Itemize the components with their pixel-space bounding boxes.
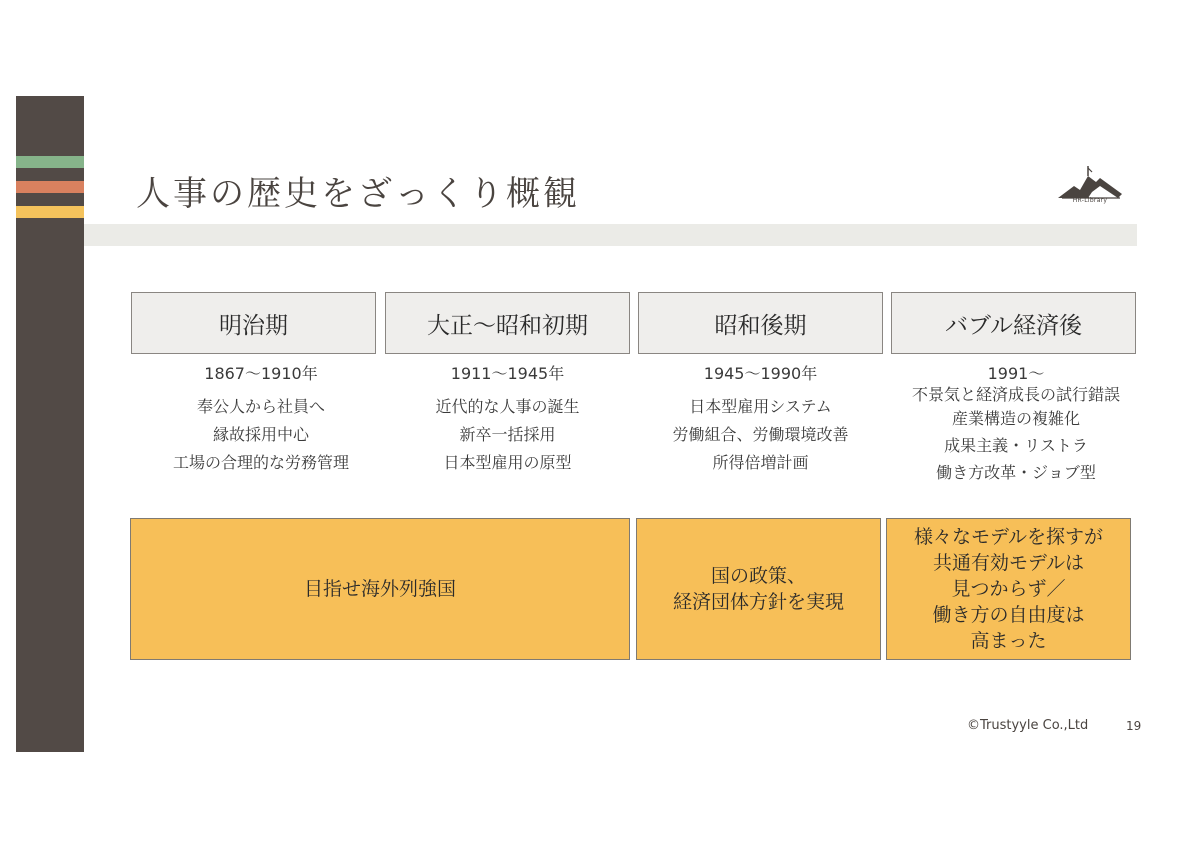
yellow-stripe (16, 206, 84, 218)
summary-box-late-showa (636, 518, 881, 660)
summary-box-meiji-to-early-showa (130, 518, 630, 660)
era-point: 奉公人から社員へ (196, 397, 325, 416)
era-point: 不景気と経済成長の試行錯誤 (911, 385, 1120, 404)
era-point: 所得倍増計画 (712, 453, 809, 472)
title-underline-band (84, 224, 1137, 246)
era-details-taisho-showa-early (385, 363, 630, 477)
era-header-taisho-showa-early: 大正〜昭和初期 (385, 292, 630, 354)
era-details-showa-late (638, 363, 883, 477)
page-number: 19 (1126, 719, 1142, 733)
era-header-post-bubble: バブル経済後 (891, 292, 1136, 354)
summary-line: 共通有効モデルは (932, 552, 1085, 574)
summary-line: 目指せ海外列強国 (303, 578, 456, 600)
era-point: 工場の合理的な労務管理 (172, 453, 349, 472)
era-years: 1867〜1910年 (204, 364, 318, 383)
orange-stripe (16, 181, 84, 193)
era-details-post-bubble (891, 363, 1141, 486)
era-point: 縁故採用中心 (212, 425, 309, 444)
slide-title: 人事の歴史をざっくり概観 (136, 174, 580, 214)
copyright-text: ©Trustyyle Co.,Ltd (967, 718, 1089, 733)
era-details-meiji (131, 363, 391, 477)
side-bar (16, 96, 84, 752)
era-header-meiji: 明治期 (131, 292, 376, 354)
summary-box-post-bubble (886, 518, 1131, 660)
era-years: 1991〜 (987, 364, 1045, 383)
summary-line: 国の政策、 (710, 565, 806, 587)
summary-line: 働き方の自由度は (932, 604, 1085, 626)
era-header-showa-late: 昭和後期 (638, 292, 883, 354)
era-point: 日本型雇用システム (689, 397, 832, 416)
summary-line: 見つからず／ (951, 578, 1066, 600)
era-point: 近代的な人事の誕生 (435, 397, 580, 416)
era-point: 日本型雇用の原型 (443, 453, 572, 472)
summary-line: 様々なモデルを探すが (913, 526, 1104, 548)
summary-line: 経済団体方針を実現 (672, 591, 844, 613)
era-point: 働き方改革・ジョブ型 (936, 463, 1096, 482)
era-years: 1911〜1945年 (450, 364, 565, 383)
era-point: 新卒一括採用 (459, 425, 556, 444)
logo-text: HR-Library (1072, 197, 1108, 204)
summary-line: 高まった (970, 630, 1047, 652)
era-point: 成果主義・リストラ (944, 436, 1088, 455)
era-years: 1945〜1990年 (703, 364, 818, 383)
era-point: 労働組合、労働環境改善 (672, 425, 849, 444)
green-stripe (16, 156, 84, 168)
era-point: 産業構造の複雑化 (951, 409, 1080, 428)
